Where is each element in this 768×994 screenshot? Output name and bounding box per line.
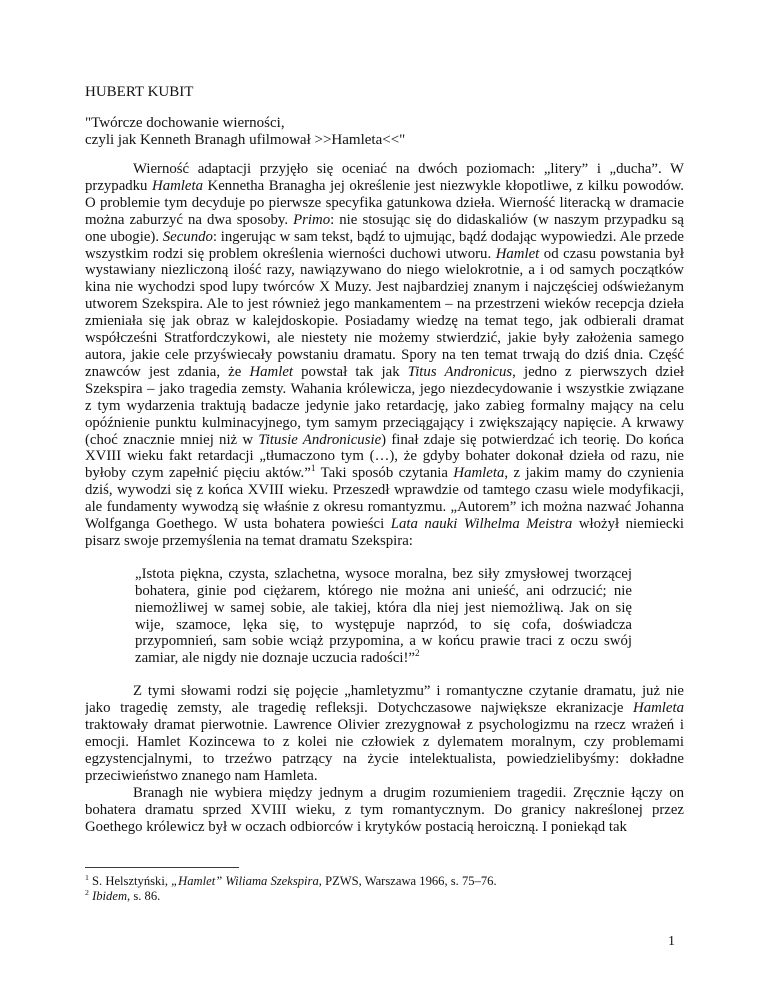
paragraph: [85, 683, 684, 784]
italic-text-run: Ibidem: [92, 889, 128, 904]
italic-text-run: „Hamlet” Wiliama Szekspira: [171, 874, 319, 888]
footnote-ref: 1: [85, 872, 89, 882]
text-run: Kennetha Branagha jej określenie jest niezwykle kłopotliwe, z kilku powodów. O problemie tym decyduje po pierwsze specyfika gatunkowa dzieła. Wierność literacką w dramacie można zaburzyć na dwa sposoby.: [85, 177, 684, 228]
italic-text-run: Secundo: [162, 228, 213, 245]
document-title: [85, 115, 684, 149]
document-title-line-1: "Twórcze dochowanie wierności,: [85, 115, 285, 131]
author-name: HUBERT KUBIT: [85, 84, 194, 100]
italic-text-run: Titus Andronicus: [407, 363, 513, 380]
italic-text-run: Hamlet: [249, 363, 294, 380]
text-run: : nie stosując się do didaskaliów (w naszym przypadku są one ubogie).: [85, 211, 684, 245]
footnote-ref: 2: [415, 648, 420, 659]
text-run: ) finał zdaje się potwierdzać ich teorię. Do końca XVIII wieku fakt retardacji „tłumaczono tym (…), że gdyby bohater dokonał dzieła od razu, nie byłoby czym zapełnić pięciu aktów.”: [85, 431, 684, 482]
text-run: od czasu powstania był wystawiany niezliczoną ilość razy, nawiązywano do niego wielokrotnie, a i od samych początków kina nie wychodzi spod lupy twórców X Muzy. Jest najbardziej znanym i najczęściej odświeżanym utworem Szekspira. Ale to jest również jego mankamentem – na przestrzeni wieków recepcja dzieła zmieniała się jak obraz w kalejdoskopie. Posiadamy wiedzę na temat tego, jak odbierali dramat współcześni Stratfordczykowi, ale niestety nie możemy stwierdzić, jakie były założenia samego autora, jakie cele przyświecały powstaniu dramatu. Spory na ten temat trwają do dziś dnia. Część znawców jest zdania, że: [85, 245, 684, 380]
document-content: [85, 84, 684, 866]
italic-text-run: Hamleta: [453, 465, 505, 482]
footnote: [85, 889, 684, 904]
text-run: , jedno z pierwszych dzieł Szekspira – jako tragedia zemsty. Wahania królewicza, jego niezdecydowanie i wszystkie związane z tym wydarzenia traktują badacze jedynie jako retardację, jako zabieg formalny mający na celu opóźnienie punktu kulminacyjnego, tym samym przeciągający i zwiększający napięcie. A krwawy (choć znacznie mniej niż w: [85, 363, 684, 448]
italic-text-run: Lata nauki Wilhelma Meistra: [390, 516, 573, 533]
block-quote: [135, 566, 632, 667]
text-run: traktowały dramat pierwotnie. Lawrence Olivier zrezygnował z psychologizmu na rzecz wrażeń i emocji. Hamlet Kozincewa to z kolei nie człowiek z dylematem moralnym, czy problemami egzystencjalnymi, to trzeźwo patrzący na życie intelektualista, powiedzielibyśmy: dokładne przeciwieństwo znanego nam Hamleta.: [85, 717, 684, 784]
text-run: Wierność adaptacji przyjęło się oceniać na dwóch poziomach: „litery” i „ducha”. W przypadku: [85, 161, 684, 194]
text-run: , s. 86.: [127, 889, 161, 904]
paragraph: [85, 161, 684, 550]
footnote-divider: [85, 867, 239, 868]
footnotes-list: [85, 874, 684, 905]
text-run: włożył niemiecki pisarz swoje przemyślenia na temat dramatu Szekspira:: [85, 516, 684, 549]
footnote-area: [85, 867, 684, 905]
italic-text-run: Primo: [293, 211, 331, 228]
text-run: , z jakim mamy do czynienia dziś, wywodzi się z końca XVIII wieku. Przeszedł wprawdzie od tamtego czasu wiele modyfikacji, ale fundamenty wywodzą się właśnie z okresu romantyzmu. „Autorem” ich można nazwać Johanna Wolfganga Goethego. W usta bohatera powieści: [85, 465, 684, 533]
text-run: powstał tak jak: [293, 363, 408, 380]
text-run: , PZWS, Warszawa 1966, s. 75–76.: [318, 874, 497, 888]
document-body: [85, 161, 684, 835]
italic-text-run: Hamleta: [633, 700, 684, 717]
paragraph: [85, 785, 684, 836]
text-run: „Istota piękna, czysta, szlachetna, wysoce moralna, bez siły zmysłowej tworzącej bohatera, ginie pod ciężarem, którego nie można ani unieść, ani odrzucić; nie niemożliwej w samej sobie, ale takiej, która dla niej jest niemożliwą. Jak on się wije, szamoce, lęka się, to występuje naprzód, to się cofa, doświadcza przypomnień, sam sobie wciąż przypomina, a w końcu prawie traci z oczu swój zamiar, ale nigdy nie doznaje uczucia radości!”: [135, 565, 632, 667]
footnote-ref: 2: [85, 888, 89, 898]
footnote-ref: 1: [310, 463, 316, 474]
text-run: : ingerując w sam tekst, bądź to ujmując, bądź dodając wypowiedzi. Ale przede wszystkim rodzi się problem określenia wierności duchowi utworu.: [85, 228, 684, 262]
text-run: Branagh nie wybiera między jednym a drugim rozumieniem tragedii. Zręcznie łączy on bohatera dramatu sprzed XVIII wieku, z tym romantycznym. Do granicy nakreślonej przez Goethego królewicz był w oczach odbiorców i krytyków postacią heroiczną. I poniekąd tak: [85, 784, 684, 835]
page-number: 1: [668, 934, 675, 949]
footnote: [85, 874, 684, 889]
text-run: S. Helsztyński,: [88, 874, 172, 888]
document-title-line-2: czyli jak Kenneth Branagh ufilmował >>Hamleta<<": [85, 132, 406, 148]
italic-text-run: Titusie Andronicusie: [258, 431, 382, 448]
text-run: Taki sposób czytania: [315, 465, 454, 482]
italic-text-run: Hamleta: [152, 177, 203, 194]
text-run: Z tymi słowami rodzi się pojęcie „hamletyzmu” i romantyczne czytanie dramatu, już nie jako tragedię zemsty, ale tragedię refleksji. Dotychczasowe największe ekranizacje: [85, 683, 684, 717]
italic-text-run: Hamlet: [495, 245, 540, 262]
